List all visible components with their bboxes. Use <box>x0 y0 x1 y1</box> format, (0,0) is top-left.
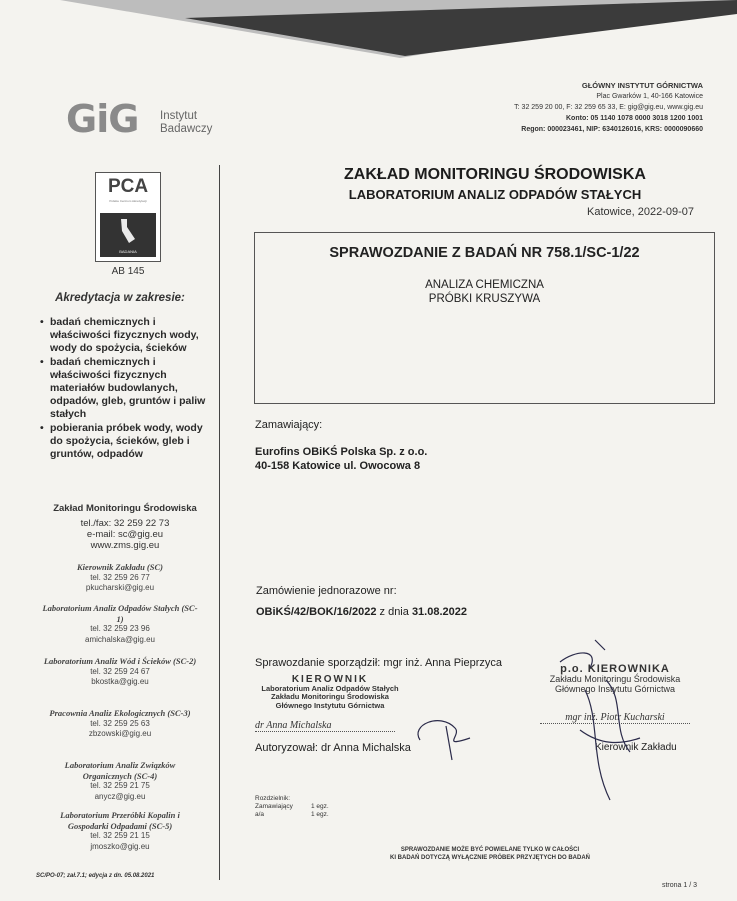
disclaimer <box>320 846 660 862</box>
disclaimer-line-2: KI BADAŃ DOTYCZĄ WYŁĄCZNIE PRÓBEK PRZYJĘTYCH DO BADAŃ <box>389 855 590 861</box>
disclaimer-line-1: SPRAWOZDANIE MOŻE BYĆ POWIELANE TYLKO W CAŁOŚCI <box>400 847 580 853</box>
client-address: 40-158 Katowice ul. Owocowa 8 <box>255 460 421 472</box>
stamp-name: mgr inż. Piotr Kucharski <box>540 712 690 724</box>
logo-sub-line-2: Badawczy <box>160 123 213 135</box>
report-subject-line-1: ANALIZA CHEMICZNA <box>425 279 544 291</box>
contact-name: Laboratorium Przeróbki Kopalin i Gospodarki Odpadami (SC-5) <box>60 810 180 831</box>
logo-sub-line-1: Instytut <box>160 110 198 122</box>
contact-name: Kierownik Zakładu (SC) <box>77 562 163 572</box>
institute-account: Konto: 05 1140 1078 0000 3018 1200 1001 <box>566 115 703 122</box>
zms-tel: tel./fax: 32 259 22 73 <box>80 518 170 529</box>
distribution-row <box>255 811 329 819</box>
document-date: Katowice, 2022-09-07 <box>586 206 694 218</box>
bullet-icon: • <box>40 316 44 328</box>
order-number: OBiKŚ/42/BOK/16/2022 <box>256 606 377 618</box>
contact-name: Laboratorium Analiz Związków Organicznych (SC-4) <box>64 760 176 781</box>
institute-contact: T: 32 259 20 00, F: 32 259 65 33, E: gig@gig.eu, www.gig.eu <box>514 104 703 111</box>
contact-tel: tel. 32 259 26 77 <box>90 572 150 582</box>
contact-tel: tel. 32 259 23 96 <box>90 624 150 633</box>
order-label: Zamówienie jednorazowe nr: <box>256 585 397 597</box>
contact-email: anycz@gig.eu <box>94 791 146 801</box>
accreditation-number: AB 145 <box>111 266 145 277</box>
contact-name: Pracownia Analiz Ekologicznych (SC-3) <box>49 708 191 718</box>
bullet-icon: • <box>40 422 44 434</box>
order-date: 31.08.2022 <box>411 606 467 618</box>
accreditation-item-text: badań chemicznych i właściwości fizycznych wody, wody do spożycia, ścieków <box>50 316 199 354</box>
report-subject-line-2: PRÓBKI KRUSZYWA <box>428 293 541 305</box>
order-date-prefix: z dnia <box>379 606 409 618</box>
distribution-value: 1 egz. <box>311 811 329 818</box>
contact-email: pkucharski@gig.eu <box>85 583 155 592</box>
contact-email: amichalska@gig.eu <box>85 634 155 644</box>
accreditation-item-text: badań chemicznych i właściwości fizycznych materiałów budowlanych, odpadów, gleb, gruntów i paliw stałych <box>50 356 206 420</box>
distribution-label: Zamawiający <box>255 803 293 810</box>
accreditation-item-text: pobierania próbek wody, wody do spożycia, ścieków, gleb i gruntów, odpadów <box>50 422 203 460</box>
unit-name: ZAKŁAD MONITORINGU ŚRODOWISKA <box>344 166 646 183</box>
signature-right-icon <box>560 640 640 800</box>
stamp-line: Zakładu Monitoringu Środowiska <box>271 692 389 701</box>
head-label: Kierownik Zakładu <box>595 742 677 753</box>
distribution-value: 1 egz. <box>311 803 329 810</box>
stamp-title: KIEROWNIK <box>291 674 369 685</box>
distribution-row <box>255 803 329 811</box>
unit-subtitle: LABORATORIUM ANALIZ ODPADÓW STAŁYCH <box>348 187 642 202</box>
zms-name: Zakład Monitoringu Środowiska <box>53 503 197 514</box>
authorized-by: Autoryzował: dr Anna Michalska <box>255 742 411 754</box>
institute-address: Plac Gwarków 1, 40-166 Katowice <box>596 93 703 100</box>
distribution-list <box>255 795 329 819</box>
client-label: Zamawiający: <box>255 419 323 431</box>
pca-fine-print: Polskie Centrum Akredytacji <box>109 199 147 203</box>
contact-tel: tel. 32 259 24 67 <box>90 666 150 676</box>
stamp-title: p.o. KIEROWNIKA <box>560 663 670 675</box>
pca-label: PCA <box>107 176 149 197</box>
page-number: strona 1 / 3 <box>661 882 697 889</box>
contact-email: jmoszko@gig.eu <box>90 841 150 851</box>
stamp-line: Głównego Instytutu Górnictwa <box>275 700 385 710</box>
institute-ids: Regon: 000023461, NIP: 6340126016, KRS: 0000090660 <box>521 126 703 133</box>
bullet-icon: • <box>40 356 44 368</box>
stamp-line: Głównego Instytutu Górnictwa <box>554 684 676 694</box>
contact-tel: tel. 32 259 21 15 <box>90 831 150 840</box>
contact-tel: tel. 32 259 21 75 <box>90 781 150 790</box>
prepared-by: Sprawozdanie sporządził: mgr inż. Anna Pieprzyca <box>255 657 503 669</box>
contact-email: zbzowski@gig.eu <box>88 729 152 738</box>
zms-www: www.zms.gig.eu <box>90 540 160 551</box>
accreditation-title: Akredytacja w zakresie: <box>55 292 185 304</box>
contact-email: bkostka@gig.eu <box>91 677 149 686</box>
form-code: SC/PO-07; zał.7.1; edycja z dn. 05.08.2021 <box>36 873 155 879</box>
signature-left-icon <box>418 721 470 760</box>
distribution-label: a/a <box>255 811 265 818</box>
stamp-name: dr Anna Michalska <box>255 720 395 732</box>
contact-name: Laboratorium Analiz Odpadów Stałych (SC-1) <box>42 603 198 624</box>
stamp-line: Laboratorium Analiz Odpadów Stałych <box>261 683 399 693</box>
gig-logo: GiG <box>66 97 139 141</box>
contact-tel: tel. 32 259 25 63 <box>90 718 150 728</box>
pca-badge-label: BADANIA <box>119 249 137 254</box>
stamp-line: Zakładu Monitoringu Środowiska <box>549 674 681 684</box>
distribution-title: Rozdzielnik: <box>255 795 291 802</box>
contact-name: Laboratorium Analiz Wód i Ścieków (SC-2) <box>43 656 197 666</box>
institute-name: GŁÓWNY INSTYTUT GÓRNICTWA <box>581 81 703 90</box>
report-title: SPRAWOZDANIE Z BADAŃ NR 758.1/SC-1/22 <box>329 245 640 261</box>
client-name: Eurofins OBiKŚ Polska Sp. z o.o. <box>255 446 428 458</box>
zms-email: e-mail: sc@gig.eu <box>86 529 164 540</box>
